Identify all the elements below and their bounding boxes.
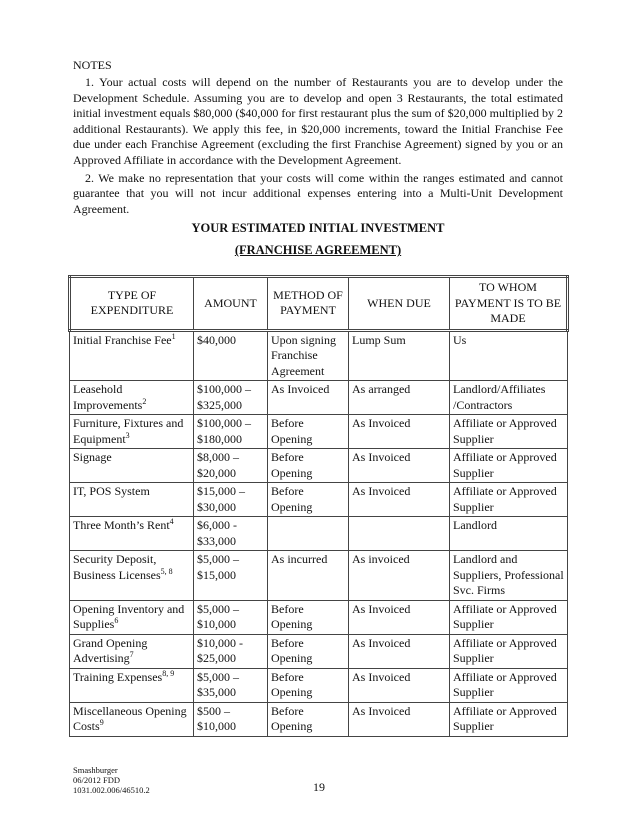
cell-type-text: Miscellaneous Opening Costs bbox=[73, 703, 187, 733]
cell-whom-text: Us bbox=[453, 332, 467, 347]
table-row bbox=[70, 600, 568, 634]
cell-when-text: Lump Sum bbox=[352, 332, 406, 347]
cell-type-text: Signage bbox=[73, 450, 112, 464]
cell-method-text: Before Opening bbox=[271, 703, 313, 733]
cell-method bbox=[268, 483, 349, 517]
cell-type-text: Opening Inventory and Supplies bbox=[73, 601, 185, 631]
footnote-ref: 9 bbox=[99, 718, 104, 727]
cell-method-text: Before Opening bbox=[271, 484, 313, 514]
cell-whom-text: Affiliate or Approved Supplier bbox=[453, 601, 557, 631]
cell-method bbox=[268, 381, 349, 415]
cell-type-text: Furniture, Fixtures and Equipment bbox=[73, 416, 184, 446]
cell-whom bbox=[450, 517, 568, 551]
cell-whom-text: Affiliate or Approved Supplier bbox=[453, 450, 557, 480]
cell-type-text: Training Expenses bbox=[73, 669, 163, 684]
cell-whom bbox=[450, 634, 568, 668]
cell-type-text: Initial Franchise Fee bbox=[73, 332, 172, 347]
table-row bbox=[70, 517, 568, 551]
cell-whom bbox=[450, 483, 568, 517]
cell-method bbox=[268, 551, 349, 601]
cell-type bbox=[70, 551, 194, 601]
cell-amount-text: $6,000 - $33,000 bbox=[197, 518, 237, 548]
footnote-ref: 6 bbox=[114, 616, 119, 625]
cell-method-text: Before Opening bbox=[271, 601, 313, 631]
cell-when-text: As Invoiced bbox=[352, 669, 411, 684]
cell-amount bbox=[194, 449, 268, 483]
cell-amount-text: $100,000 – $325,000 bbox=[197, 382, 251, 412]
header-when: WHEN DUE bbox=[349, 277, 450, 331]
cell-method bbox=[268, 668, 349, 702]
table-row bbox=[70, 551, 568, 601]
cell-whom bbox=[450, 551, 568, 601]
table-row bbox=[70, 330, 568, 381]
cell-type bbox=[70, 381, 194, 415]
cell-type bbox=[70, 702, 194, 736]
table-row bbox=[70, 483, 568, 517]
cell-whom bbox=[450, 449, 568, 483]
table-row bbox=[70, 668, 568, 702]
cell-when-text: As Invoiced bbox=[352, 484, 411, 498]
cell-method bbox=[268, 449, 349, 483]
cell-type bbox=[70, 483, 194, 517]
cell-whom-text: Landlord and Suppliers, Professional Svc. Firms bbox=[453, 552, 564, 597]
header-amount: AMOUNT bbox=[194, 277, 268, 331]
cell-amount bbox=[194, 600, 268, 634]
footnote-ref: 8, 9 bbox=[162, 668, 175, 678]
cell-amount-text: $5,000 – $15,000 bbox=[197, 552, 239, 582]
cell-amount bbox=[194, 415, 268, 449]
cell-when bbox=[349, 600, 450, 634]
cell-method bbox=[268, 415, 349, 449]
cell-whom bbox=[450, 381, 568, 415]
cell-type bbox=[70, 415, 194, 449]
cell-when bbox=[349, 517, 450, 551]
cell-type bbox=[70, 600, 194, 634]
note-1: 1. Your actual costs will depend on the number of Restaurants you are to develop under the Development Schedule. Assuming you are to develop and open 3 Restaurants, the total estimated initial investment equals $80,000 ($40,000 for first restaurant plus the sum of $20,000 multiplied by 2 additional Restaurants). We apply this fee, in $20,000 increments, toward the Initial Franchise Fee due under each Franchise Agreement (excluding the first Franchise Agreement) signed by you or an Approved Affiliate in accordance with the Development Agreement. bbox=[73, 75, 563, 167]
cell-when bbox=[349, 668, 450, 702]
footnote-ref: 1 bbox=[171, 331, 176, 341]
cell-type bbox=[70, 634, 194, 668]
cell-method bbox=[268, 330, 349, 381]
note-2: 2. We make no representation that your costs will come within the ranges estimated and cannot guarantee that you will not incur additional expenses entering into a Multi-Unit Development Agreement. bbox=[73, 170, 563, 216]
table-subheading bbox=[73, 242, 563, 258]
cell-method-text: Before Opening bbox=[271, 635, 313, 665]
cell-method bbox=[268, 634, 349, 668]
cell-when bbox=[349, 483, 450, 517]
cell-amount bbox=[194, 330, 268, 381]
cell-method-text: Before Opening bbox=[271, 416, 313, 446]
footnote-ref: 5, 8 bbox=[160, 566, 173, 576]
cell-amount-text: $10,000 - $25,000 bbox=[197, 635, 243, 665]
table-row bbox=[70, 702, 568, 736]
notes-title: NOTES bbox=[73, 58, 112, 72]
cell-whom-text: Affiliate or Approved Supplier bbox=[453, 416, 557, 446]
footnote-ref: 2 bbox=[142, 396, 147, 406]
cell-type bbox=[70, 449, 194, 483]
cell-whom bbox=[450, 600, 568, 634]
header-whom: TO WHOM PAYMENT IS TO BE MADE bbox=[450, 277, 568, 331]
footnote-ref: 7 bbox=[129, 650, 134, 659]
cell-when-text: As invoiced bbox=[352, 552, 410, 566]
cell-type bbox=[70, 668, 194, 702]
footer-line-1: Smashburger bbox=[73, 765, 118, 775]
cell-method-text: Upon signing Franchise Agreement bbox=[271, 332, 337, 378]
cell-method-text: Before Opening bbox=[271, 669, 313, 699]
cell-amount bbox=[194, 517, 268, 551]
table-row bbox=[70, 449, 568, 483]
table-subheading-text: (FRANCHISE AGREEMENT) bbox=[234, 243, 402, 258]
cell-when bbox=[349, 634, 450, 668]
footnote-ref: 4 bbox=[169, 517, 174, 526]
cell-amount bbox=[194, 483, 268, 517]
cell-method-text: Before Opening bbox=[271, 450, 313, 480]
cell-type bbox=[70, 517, 194, 551]
cell-whom bbox=[450, 668, 568, 702]
cell-whom-text: Landlord/Affiliates /Contractors bbox=[453, 382, 546, 412]
cell-when bbox=[349, 415, 450, 449]
cell-type-text: IT, POS System bbox=[73, 484, 150, 498]
cell-type-text: Grand Opening Advertising bbox=[73, 635, 148, 665]
cell-when-text: As arranged bbox=[352, 382, 411, 396]
cell-when-text: As Invoiced bbox=[352, 703, 411, 718]
cell-when bbox=[349, 449, 450, 483]
cell-method bbox=[268, 517, 349, 551]
table-heading: YOUR ESTIMATED INITIAL INVESTMENT bbox=[191, 221, 445, 236]
cell-method bbox=[268, 702, 349, 736]
cell-amount bbox=[194, 668, 268, 702]
cell-whom-text: Affiliate or Approved Supplier bbox=[453, 669, 557, 699]
cell-amount-text: $500 – $10,000 bbox=[197, 703, 236, 733]
cell-when-text: As Invoiced bbox=[352, 635, 411, 650]
cell-type bbox=[70, 330, 194, 381]
footer-line-3: 1031.002.006/46510.2 bbox=[73, 785, 150, 795]
cell-when bbox=[349, 330, 450, 381]
cell-when-text: As Invoiced bbox=[352, 416, 411, 430]
cell-amount-text: $15,000 – $30,000 bbox=[197, 484, 245, 514]
cell-when-text: As Invoiced bbox=[352, 450, 411, 464]
investment-table bbox=[68, 275, 569, 737]
cell-when bbox=[349, 551, 450, 601]
cell-whom-text: Affiliate or Approved Supplier bbox=[453, 703, 557, 733]
page-number: 19 bbox=[313, 780, 325, 794]
cell-whom bbox=[450, 702, 568, 736]
table-row bbox=[70, 381, 568, 415]
cell-whom bbox=[450, 415, 568, 449]
footnote-ref: 3 bbox=[125, 430, 130, 440]
header-type: TYPE OF EXPENDITURE bbox=[70, 277, 194, 331]
header-method: METHOD OF PAYMENT bbox=[268, 277, 349, 331]
cell-type-text: Leasehold Improvements bbox=[73, 382, 143, 412]
cell-method-text: As incurred bbox=[271, 552, 328, 566]
cell-amount-text: $100,000 – $180,000 bbox=[197, 416, 251, 446]
cell-method bbox=[268, 600, 349, 634]
cell-amount bbox=[194, 702, 268, 736]
cell-amount bbox=[194, 551, 268, 601]
cell-amount-text: $8,000 – $20,000 bbox=[197, 450, 239, 480]
table-row bbox=[70, 415, 568, 449]
cell-amount-text: $5,000 – $10,000 bbox=[197, 601, 239, 631]
cell-when-text: As Invoiced bbox=[352, 601, 411, 616]
document-page bbox=[73, 58, 563, 258]
cell-whom bbox=[450, 330, 568, 381]
footer-line-2: 06/2012 FDD bbox=[73, 775, 120, 785]
cell-method-text: As Invoiced bbox=[271, 382, 330, 396]
cell-whom-text: Landlord bbox=[453, 518, 497, 532]
table-row bbox=[70, 634, 568, 668]
cell-amount bbox=[194, 634, 268, 668]
cell-whom-text: Affiliate or Approved Supplier bbox=[453, 635, 557, 665]
cell-amount-text: $5,000 – $35,000 bbox=[197, 669, 239, 699]
cell-when bbox=[349, 381, 450, 415]
table-header-row bbox=[70, 277, 568, 331]
cell-whom-text: Affiliate or Approved Supplier bbox=[453, 484, 557, 514]
cell-when bbox=[349, 702, 450, 736]
cell-type-text: Security Deposit, Business Licenses bbox=[73, 552, 161, 582]
cell-amount-text: $40,000 bbox=[197, 332, 236, 347]
cell-amount bbox=[194, 381, 268, 415]
cell-type-text: Three Month’s Rent bbox=[73, 518, 170, 532]
